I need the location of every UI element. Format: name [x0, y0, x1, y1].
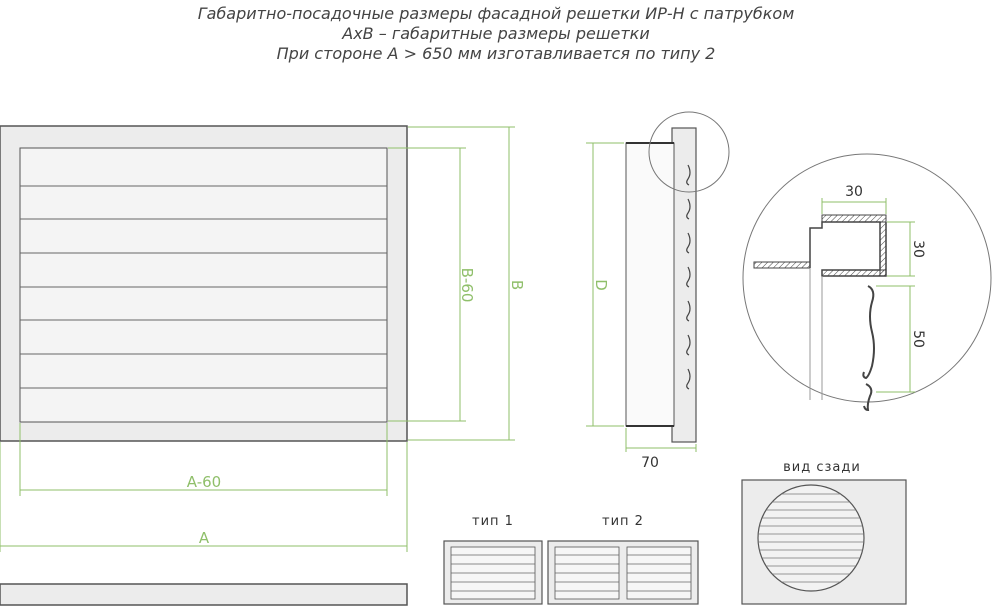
type-2-grille	[548, 514, 698, 604]
dim-b-minus-60: B-60	[458, 267, 476, 303]
dim-a-minus-60: A-60	[186, 473, 222, 491]
type-1-label: тип 1	[472, 514, 514, 529]
dim-30-top: 30	[845, 184, 863, 200]
detail-wall-section	[754, 262, 810, 268]
dim-70: 70	[641, 455, 659, 471]
title-line-1: Габаритно-посадочные размеры фасадной решетки ИР-Н с патрубком	[197, 4, 795, 23]
detail-circle	[743, 154, 991, 402]
side-flange	[672, 128, 696, 442]
detail-flange-right	[880, 222, 886, 276]
title-line-3: При стороне A > 650 мм изготавливается по типу 2	[276, 44, 716, 63]
dim-a: A	[198, 529, 210, 547]
detail-flange-bottom	[822, 270, 886, 276]
dim-b: B	[508, 279, 526, 291]
rear-view	[742, 460, 906, 604]
dim-d: D	[592, 279, 610, 291]
rear-view-label: вид сзади	[783, 460, 861, 475]
dim-30-right: 30	[910, 240, 926, 258]
type-1-grille	[444, 514, 542, 604]
detail-flange-top	[822, 215, 886, 222]
front-grille-panel	[20, 148, 387, 422]
side-view	[626, 112, 729, 442]
type-2-label: тип 2	[602, 514, 644, 529]
detail-view	[743, 154, 991, 410]
title-line-2: AxB – габаритные размеры решетки	[342, 24, 650, 43]
dim-50: 50	[910, 330, 926, 348]
bottom-profile-strip	[0, 584, 407, 605]
